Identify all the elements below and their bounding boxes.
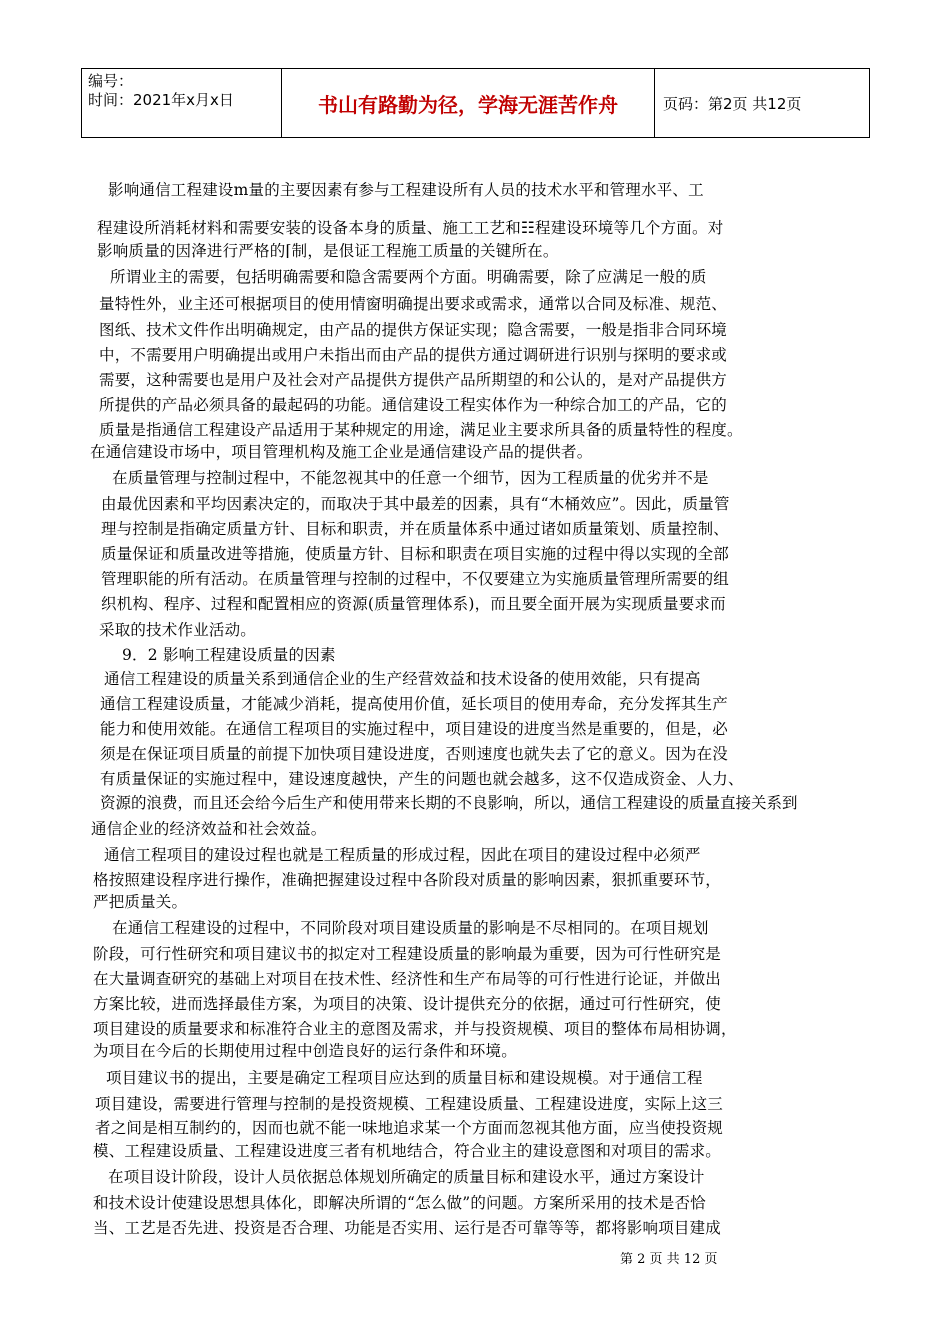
text-line: 项目建议书的提出，主要是确定工程项目应达到的质量目标和建设规模。对于通信工程 (106, 1069, 703, 1087)
text-line: 程建设所消耗材料和需要安装的设备本身的质量、施工工艺和☷程建设环境等几个方面。对 (97, 219, 724, 237)
text-line: 须是在保证项目质量的前提下加快项目建设进度，否则速度也就失去了它的意义。因为在没 (100, 745, 729, 763)
text-line: 通信工程建设的质量关系到通信企业的生产经营效益和技术设备的使用效能，只有提高 (104, 670, 701, 688)
text-line: 质量保证和质量改进等措施，使质量方针、目标和职责在项目实施的过程中得以实现的全部 (101, 545, 730, 563)
text-line: 通信企业的经济效益和社会效益。 (91, 820, 327, 838)
text-line: 项目建设的质量要求和标准符合业主的意图及需求，并与投资规模、项目的整体布局相协调， (93, 1020, 737, 1038)
text-line: 在通信工程建设的过程中，不同阶段对项目建设质量的影响是不尽相同的。在项目规划 (112, 919, 709, 937)
text-line: 为项目在今后的长期使用过程中创造良好的运行条件和环境。 (93, 1042, 517, 1060)
text-line: 织机构、程序、过程和配置相应的资源(质量管理体系)，而且要全面开展为实现质量要求而 (101, 595, 726, 613)
text-line: 通信工程建设质量，才能减少消耗，提高使用价值，延长项目的使用寿命，充分发挥其生产 (100, 695, 729, 713)
text-line: 量特性外，业主还可根据项目的使用情窗明确提出要求或需求，通常以合同及标准、规范、 (99, 295, 728, 313)
text-line: 项目建设，需要进行管理与控制的是投资规模、工程建设质量、工程建设进度，实际上这三 (95, 1095, 724, 1113)
text-line: 方案比较，进而选择最佳方案，为项目的决策、设计提供充分的依据，通过可行性研究，使 (93, 995, 722, 1013)
text-line: 所提供的产品必须具备的最起码的功能。通信建设工程实体作为一种综合加工的产品，它的 (99, 396, 728, 414)
text-line: 资源的浪费，而且还会给今后生产和使用带来长期的不良影响，所以，通信工程建设的质量直接关系到 (100, 794, 798, 812)
text-line: 需要，这种需要也是用户及社会对产品提供方提供产品所期望的和公认的，是对产品提供方 (99, 371, 728, 389)
text-line: 中，不需要用户明确提出或用户未指出而由产品的提供方通过调研进行识别与探明的要求或 (99, 346, 728, 364)
text-line: 理与控制是指确定质量方针、目标和职责，并在质量体系中通过诸如质量策划、质量控制、 (101, 520, 730, 538)
text-line: 严把质量关。 (93, 893, 188, 911)
header-meta (82, 69, 282, 137)
text-line: 在质量管理与控制过程中，不能忽视其中的任意一个细节，因为工程质量的优劣并不是 (112, 469, 709, 487)
text-line: 影响质量的因洚进行严格的⌈制，是佷证工程施工质量的关键所在。 (97, 242, 559, 260)
document-date: 时间：2021年x月x日 (88, 91, 234, 109)
text-line: 影响通信工程建设ⅿ量的主要因素有参与工程建设所有人员的技术水平和管理水平、工 (108, 181, 704, 199)
text-line: 所谓业主的需要，包括明确需要和隐含需要两个方面。明确需要，除了应满足一般的质 (110, 268, 707, 286)
text-line: 通信工程项目的建设过程也就是工程质量的形成过程，因此在项目的建设过程中必须严 (104, 846, 701, 864)
text-line: 质量是指通信工程建设产品适用于某种规定的用途，满足业主要求所具备的质量特性的程度。 (99, 421, 743, 439)
text-line: 格按照建设程序进行操作，准确把握建设过程中各阶段对质量的影响因素，狠抓重要环节， (93, 871, 722, 889)
text-line: 由最优因素和平均因素决定的，而取决于其中最差的因素，具有“木桶效应”。因此，质量管 (101, 495, 730, 513)
text-line: 在大量调查研究的基础上对项目在技术性、经济性和生产布局等的可行性进行论证，并做出 (93, 970, 722, 988)
header-motto: 书山有路勤为径，学海无涯苦作舟 (282, 69, 655, 137)
text-line: 和技术设计使建设思想具体化，即解决所谓的“怎么做”的问题。方案所采用的技术是否恰 (93, 1194, 706, 1212)
header-page-info: 页码：第2页 共12页 (663, 94, 802, 113)
section-heading: 9．2 影响工程建设质量的因素 (122, 646, 336, 664)
document-number: 编号： (88, 72, 134, 90)
page-footer: 第 2 页 共 12 页 (620, 1252, 718, 1267)
text-line: 当、工艺是否先进、投资是否合理、功能是否实用、运行是否可靠等等，都将影响项目建成 (93, 1219, 722, 1237)
text-line: 采取的技术作业活动。 (99, 621, 257, 639)
text-line: 在项目设计阶段，设计人员依据总体规划所确定的质量目标和建设水平，通过方案设计 (108, 1168, 705, 1186)
text-line: 能力和使用效能。在通信工程项目的实施过程中，项目建设的进度当然是重要的，但是，必 (100, 720, 729, 738)
text-line: 模、工程建设质量、工程建设进度三者有机地结合，符合业主的建设意图和对项目的需求。 (93, 1142, 722, 1160)
text-line: 管理职能的所有活动。在质量管理与控制的过程中，不仅要建立为实施质量管理所需要的组 (101, 570, 730, 588)
page-header (81, 68, 870, 138)
text-line: 阶段，可行性研究和项目建议书的拟定对工程建设质量的影响最为重要，因为可行性研究是 (93, 945, 722, 963)
text-line: 者之间是相互制约的，因而也就不能一味地追求某一个方面而忽视其他方面，应当使投资规 (95, 1119, 724, 1137)
text-line: 有质量保证的实施过程中，建设速度越快，产生的问题也就会越多，这不仅造成资金、人力、 (100, 770, 744, 788)
text-line: 图纸、技术文件作出明确规定，由产品的提供方保证实现；隐含需要，一般是指非合同环境 (99, 321, 728, 339)
text-line: 在通信建设市场中，项目管理机构及施工企业是通信建设产品的提供者。 (90, 443, 593, 461)
